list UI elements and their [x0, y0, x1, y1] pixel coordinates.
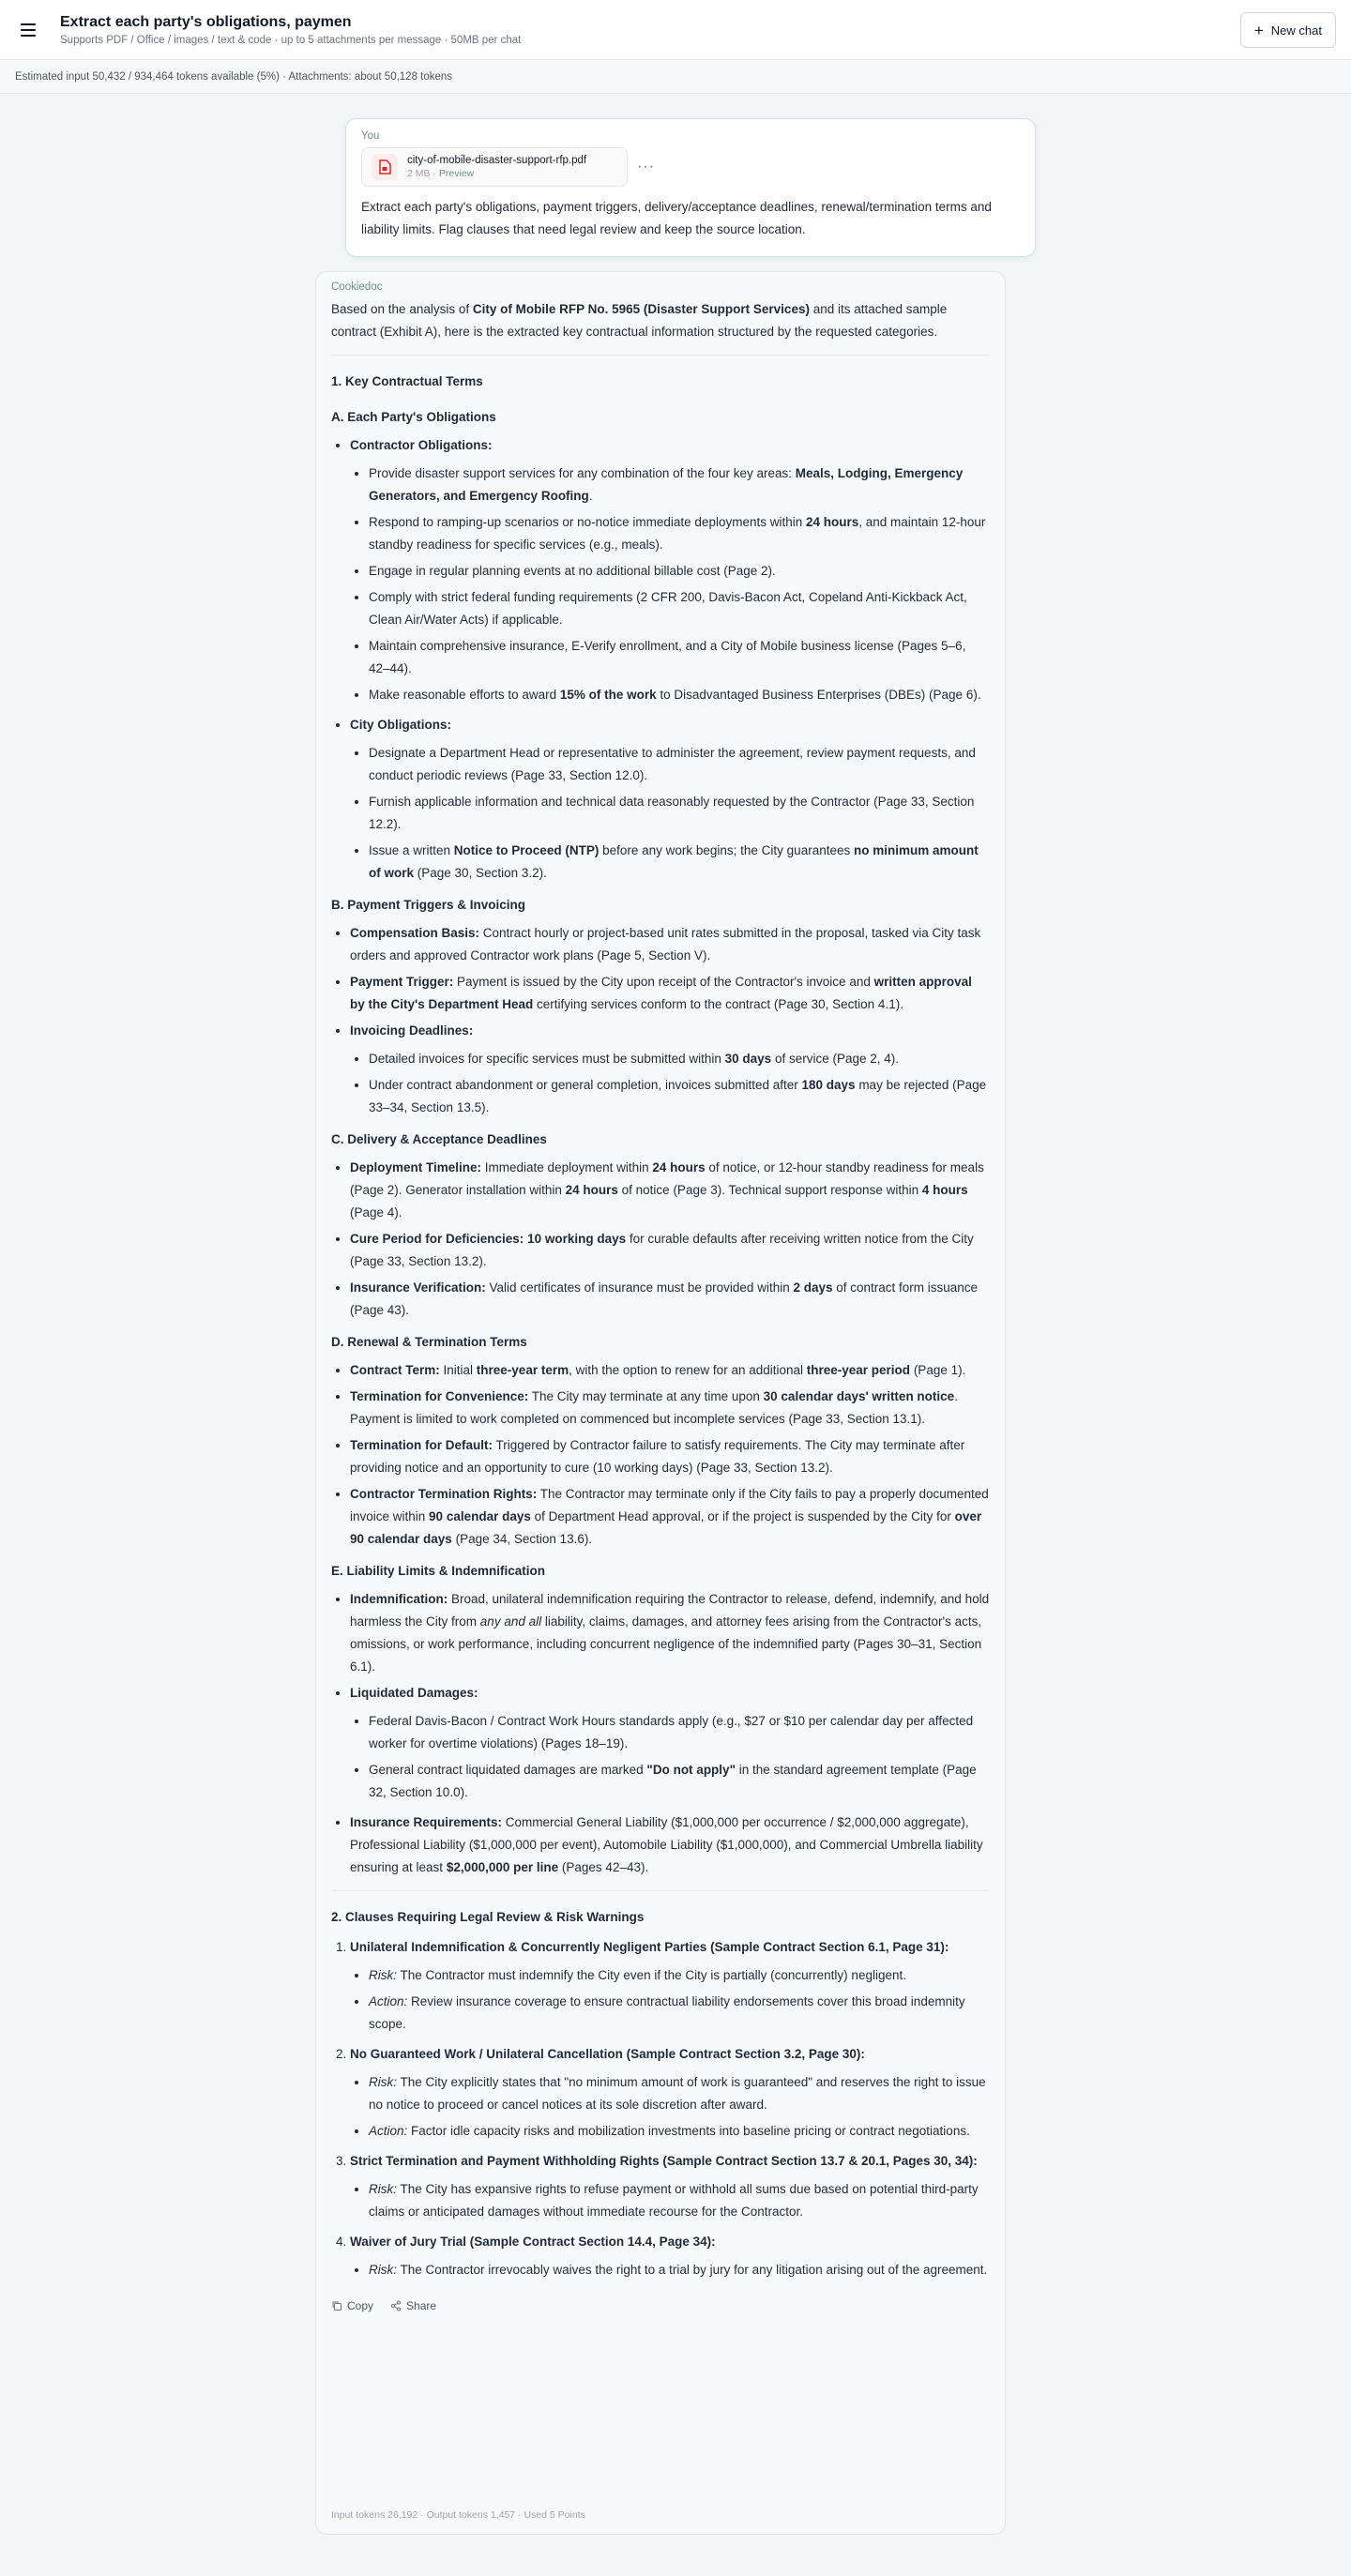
section-delivery	[331, 1129, 990, 1322]
list-item: • Payment Trigger: Payment is issued by the City upon receipt of the Contractor's invoice and written approval by the City's Department Head certifying services conform to the contract (Page 30, Section 4.1).	[350, 971, 990, 1016]
section-heading: 1. Key Contractual Terms	[331, 374, 483, 388]
list-item: • Cure Period for Deficiencies: 10 working days for curable defaults after receiving written notice from the City (Page 33, Section 13.2).	[350, 1228, 990, 1273]
subsection-heading: B. Payment Triggers & Invoicing	[331, 898, 526, 912]
more-icon[interactable]: ···	[637, 159, 655, 174]
menu-icon[interactable]	[21, 21, 41, 39]
copy-icon	[331, 2300, 342, 2311]
list-item: • Invoicing Deadlines: • Detailed invoices for specific services must be submitted within 30 days of service (Page 2, 4). • Under contract abandonment or general completion, invoices submitted after 180 days may be rejected (Page 33–34, Section 13.5).	[350, 1020, 990, 1119]
subsection-heading: A. Each Party's Obligations	[331, 410, 496, 424]
share-icon	[390, 2300, 402, 2311]
list-item: • Under contract abandonment or general completion, invoices submitted after 180 days may be rejected (Page 33–34, Section 13.5).	[369, 1074, 990, 1119]
section-liability	[331, 1560, 990, 1879]
usage-stats: Input tokens 26,192 · Output tokens 1,457 · Used 5 Points	[331, 2509, 585, 2521]
attachment-name: city-of-mobile-disaster-support-rfp.pdf	[407, 155, 587, 166]
divider	[331, 1890, 990, 1891]
user-role-label: You	[361, 130, 380, 142]
share-label: Share	[406, 2299, 437, 2312]
list-item: • Contract Term: Initial three-year term, with the option to renew for an additional three-year period (Page 1).	[350, 1359, 990, 1382]
subsection-heading: C. Delivery & Acceptance Deadlines	[331, 1132, 547, 1146]
token-usage-text: Estimated input 50,432 / 934,464 tokens available (5%) · Attachments: about 50,128 tokens	[15, 70, 453, 83]
attachment-chip[interactable]	[361, 147, 628, 187]
copy-label: Copy	[347, 2299, 374, 2312]
list-item: • Termination for Default: Triggered by Contractor failure to satisfy requirements. The City may terminate after providing notice and an opportunity to cure (10 working days) (Page 33, Section 13.2).	[350, 1434, 990, 1479]
pdf-file-icon	[372, 154, 398, 180]
list-item: • Insurance Requirements: Commercial General Liability ($1,000,000 per occurrence / $2,000,000 aggregate), Professional Liability ($1,000,000 per event), Automobile Liability ($1,000,000), and Commercial Umbrella liability ensuring at least $2,000,000 per line (Pages 42–43).	[350, 1811, 990, 1879]
attachment-meta	[407, 168, 586, 179]
list-item: • Insurance Verification: Valid certificates of insurance must be provided within 2 days of contract form issuance (Page 43).	[350, 1277, 990, 1322]
assistant-role-label: Cookiedoc	[331, 281, 383, 293]
list-item: • Maintain comprehensive insurance, E-Verify enrollment, and a City of Mobile business license (Pages 5–6, 42–44).	[369, 635, 990, 680]
chat-title-block	[60, 13, 521, 46]
list-item: • Liquidated Damages: • Federal Davis-Bacon / Contract Work Hours standards apply (e.g., $27 or $10 per calendar day per affected worker for overtime violations) (Pages 18–19). • General contract liquidated damages are marked "Do not apply" in the standard agreement template (Page 32, Section 10.0).	[350, 1682, 990, 1804]
assistant-intro: Based on the analysis of City of Mobile RFP No. 5965 (Disaster Support Services) and its attached sample contract (Exhibit A), here is the extracted key contractual information structured by the requested categories.	[331, 302, 948, 339]
list-item: 4. Waiver of Jury Trial (Sample Contract Section 14.4, Page 34): • Risk: The Contractor irrevocably waives the right to a trial by jury for any litigation arising out of the agreement.	[350, 2231, 990, 2281]
new-chat-button[interactable]	[1240, 12, 1336, 48]
list-item: • Furnish applicable information and technical data reasonably requested by the Contractor (Page 33, Section 12.2).	[369, 791, 990, 836]
list-item: • Risk: The City has expansive rights to refuse payment or withhold all sums due based on potential third-party claims or anticipated damages without immediate recourse for the Contractor.	[369, 2178, 990, 2223]
new-chat-label: New chat	[1270, 23, 1322, 38]
list-item: • Action: Review insurance coverage to ensure contractual liability endorsements cover this broad indemnity scope.	[369, 1991, 990, 2036]
section-payment	[331, 894, 990, 1119]
list-item: • Risk: The Contractor must indemnify the City even if the City is partially (concurrently) negligent.	[369, 1964, 990, 1987]
plus-icon: +	[1253, 21, 1264, 39]
list-item: 1. Unilateral Indemnification & Concurrently Negligent Parties (Sample Contract Section 6.1, Page 31): • Risk: The Contractor must indemnify the City even if the City is partially (concurrently) negligent. • Action: Review insurance coverage to ensure contractual liability endorsements cover this broad indemnity scope.	[350, 1936, 990, 2036]
list-item: • Engage in regular planning events at no additional billable cost (Page 2).	[369, 560, 990, 583]
list-item: • Respond to ramping-up scenarios or no-notice immediate deployments within 24 hours, and maintain 12-hour standby readiness for specific services (e.g., meals).	[369, 511, 990, 556]
list-item: • General contract liquidated damages are marked "Do not apply" in the standard agreement template (Page 32, Section 10.0).	[369, 1759, 990, 1804]
list-item: • Risk: The City explicitly states that "no minimum amount of work is guaranteed" and reserves the right to issue no notice to proceed or cancel notices at its sole discretion after award.	[369, 2071, 990, 2116]
section-obligations	[331, 406, 990, 885]
user-message	[345, 118, 1036, 257]
chat-title: Extract each party's obligations, paymen	[60, 14, 352, 30]
list-item: • Contractor Termination Rights: The Contractor may terminate only if the City fails to pay a properly documented invoice within 90 calendar days of Department Head approval, or if the project is suspended by the City for over 90 calendar days (Page 34, Section 13.6).	[350, 1483, 990, 1551]
list-item: • Make reasonable efforts to award 15% of the work to Disadvantaged Business Enterprises (DBEs) (Page 6).	[369, 684, 990, 706]
list-item: • Issue a written Notice to Proceed (NTP) before any work begins; the City guarantees no minimum amount of work (Page 30, Section 3.2).	[369, 840, 990, 885]
chat-subtitle: Supports PDF / Office / images / text & code · up to 5 attachments per message · 50MB per chat	[60, 35, 522, 46]
assistant-message	[315, 271, 1006, 2535]
message-actions	[331, 2295, 990, 2317]
divider	[331, 355, 990, 356]
list-item: • Risk: The Contractor irrevocably waives the right to a trial by jury for any litigation arising out of the agreement.	[369, 2259, 990, 2281]
list-item: • Action: Factor idle capacity risks and mobilization investments into baseline pricing or contract negotiations.	[369, 2120, 990, 2143]
list-item: • Compensation Basis: Contract hourly or project-based unit rates submitted in the proposal, tasked via City task orders and approved Contractor work plans (Page 5, Section V).	[350, 922, 990, 967]
share-button[interactable]	[390, 2295, 436, 2317]
attachment-preview-link[interactable]: Preview	[438, 168, 475, 179]
list-item: • Comply with strict federal funding requirements (2 CFR 200, Davis-Bacon Act, Copeland Anti-Kickback Act, Clean Air/Water Acts) if applicable.	[369, 586, 990, 631]
list-item: • City Obligations: • Designate a Department Head or representative to administer the agreement, review payment requests, and conduct periodic reviews (Page 33, Section 12.0). • Furnish applicable information and technical data reasonably requested by the Contractor (Page 33, Section 12.2). • Issue a written Notice to Proceed (NTP) before any work begins; the City guarantees no minimum amount of work (Page 30, Section 3.2).	[350, 714, 990, 885]
list-item: • Indemnification: Broad, unilateral indemnification requiring the Contractor to release, defend, indemnify, and hold harmless the City from any and all liability, claims, damages, and attorney fees arising from the Contractor's acts, omissions, or work performance, including concurrent negligence of the indemnified party (Pages 30–31, Section 6.1).	[350, 1588, 990, 1678]
list-item: • Federal Davis-Bacon / Contract Work Hours standards apply (e.g., $27 or $10 per calendar day per affected worker for overtime violations) (Pages 18–19).	[369, 1710, 990, 1755]
attachment-size: 2 MB	[407, 168, 431, 179]
list-item: • Designate a Department Head or representative to administer the agreement, review payment requests, and conduct periodic reviews (Page 33, Section 12.0).	[369, 742, 990, 787]
section-renewal-termination	[331, 1331, 990, 1551]
user-message-text: Extract each party's obligations, payment triggers, delivery/acceptance deadlines, renewal/termination terms and liability limits. Flag clauses that need legal review and keep the source location.	[361, 200, 992, 236]
list-item: • Detailed invoices for specific services must be submitted within 30 days of service (Page 2, 4).	[369, 1048, 990, 1070]
subsection-heading: E. Liability Limits & Indemnification	[331, 1564, 546, 1578]
list-item: 3. Strict Termination and Payment Withholding Rights (Sample Contract Section 13.7 & 20.1, Pages 30, 34): • Risk: The City has expansive rights to refuse payment or withhold all sums due based on potential third-party claims or anticipated damages without immediate recourse for the Contractor.	[350, 2150, 990, 2223]
list-item: • Contractor Obligations: • Provide disaster support services for any combination of the four key areas: Meals, Lodging, Emergency Generators, and Emergency Roofing. • Respond to ramping-up scenarios or no-notice immediate deployments within 24 hours, and maintain 12-hour standby readiness for specific services (e.g., meals). • Engage in regular planning events at no additional billable cost (Page 2). • Comply with strict federal funding requirements (2 CFR 200, Davis-Bacon Act, Copeland Anti-Kickback Act, Clean Air/Water Acts) if applicable. • Maintain comprehensive insurance, E-Verify enrollment, and a City of Mobile business license (Pages 5–6, 42–44). • Make reasonable efforts to award 15% of the work to Disadvantaged Business Enterprises (DBEs) (Page 6).	[350, 434, 990, 706]
list-item: • Termination for Convenience: The City may terminate at any time upon 30 calendar days' written notice. Payment is limited to work completed on commenced but incomplete services (Page 33, Section 13.1).	[350, 1386, 990, 1431]
subsection-heading: D. Renewal & Termination Terms	[331, 1335, 527, 1349]
token-usage-bar	[0, 60, 1351, 94]
legal-review-list	[331, 1936, 990, 2281]
top-bar	[0, 0, 1351, 60]
list-item: 2. No Guaranteed Work / Unilateral Cancellation (Sample Contract Section 3.2, Page 30): • Risk: The City explicitly states that "no minimum amount of work is guaranteed" and reserves the right to issue no notice to proceed or cancel notices at its sole discretion after award. • Action: Factor idle capacity risks and mobilization investments into baseline pricing or contract negotiations.	[350, 2043, 990, 2143]
list-item: • Deployment Timeline: Immediate deployment within 24 hours of notice, or 12-hour standby readiness for meals (Page 2). Generator installation within 24 hours of notice (Page 3). Technical support response within 4 hours (Page 4).	[350, 1157, 990, 1224]
copy-button[interactable]	[331, 2295, 373, 2317]
section-heading: 2. Clauses Requiring Legal Review & Risk Warnings	[331, 1910, 645, 1924]
attachment-separator: ·	[430, 168, 439, 179]
list-item: • Provide disaster support services for any combination of the four key areas: Meals, Lodging, Emergency Generators, and Emergency Roofing.	[369, 462, 990, 508]
